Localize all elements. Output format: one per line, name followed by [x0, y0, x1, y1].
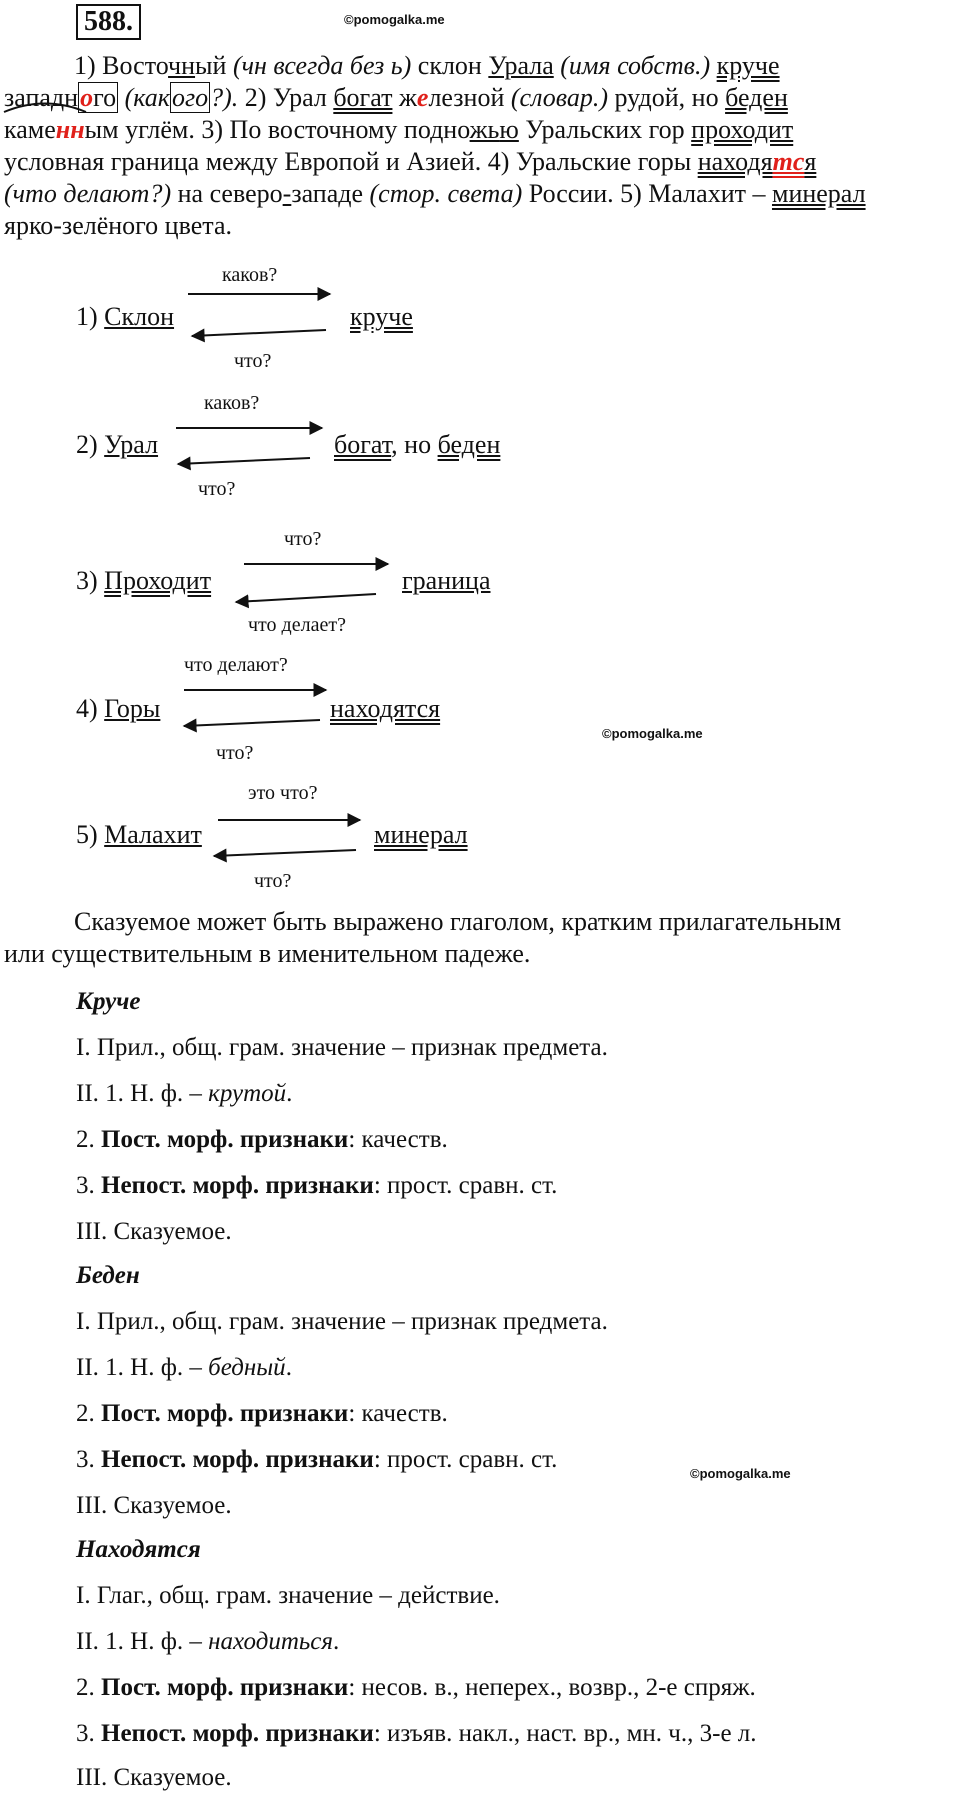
- text-fragment: 2.: [76, 1400, 101, 1427]
- analysis-line-const: [76, 1674, 756, 1702]
- arrow-left: [184, 720, 320, 726]
- text-fragment: .: [286, 1080, 293, 1107]
- scheme-predicate: минерал: [374, 820, 468, 849]
- orthogram: чн: [168, 51, 196, 80]
- analysis-line-const: [76, 1400, 448, 1428]
- orthogram: -: [282, 179, 292, 208]
- label-bold: Непост. морф. признаки: [101, 1446, 374, 1473]
- text-fragment: : изъяв. накл., наст. вр., мн. ч., 3-е л.: [373, 1720, 757, 1747]
- scheme-number: 2): [76, 430, 98, 459]
- scheme-predicate: богат: [334, 430, 392, 459]
- arrow-left: [178, 458, 310, 464]
- initial-form: крутой: [208, 1080, 287, 1107]
- scheme-question-top: что делают?: [184, 654, 288, 676]
- text-fragment: 3.: [76, 1720, 101, 1747]
- rule-note: (что делают?): [4, 179, 172, 208]
- question-ending: ого: [171, 83, 209, 112]
- orthogram: жь: [469, 115, 500, 144]
- text-fragment: ый: [195, 51, 233, 80]
- scheme-subject: Проходит: [104, 566, 212, 595]
- text-fragment: : качеств.: [348, 1400, 448, 1427]
- scheme-predicate: граница: [402, 566, 491, 595]
- scheme-question-bottom: что?: [254, 870, 292, 892]
- scheme-question-bottom: что?: [216, 742, 254, 764]
- analysis-line-ii: [76, 1354, 292, 1382]
- orthogram-letter: о: [80, 83, 94, 112]
- scheme-subject: Малахит: [104, 820, 202, 849]
- scheme-number: 5): [76, 820, 98, 849]
- scheme-question-bottom: что делает?: [248, 614, 346, 636]
- analysis-line-i: I. Прил., общ. грам. значение – признак предмета.: [76, 1034, 608, 1061]
- initial-form: находиться: [208, 1628, 333, 1655]
- text-fragment: западн: [4, 83, 79, 112]
- text-fragment: : прост. сравн. ст.: [373, 1172, 558, 1199]
- scheme-question-top: каков?: [204, 392, 260, 414]
- scheme-question-top: каков?: [222, 264, 278, 286]
- text-line-6: ярко-зелёного цвета.: [4, 211, 232, 240]
- orthogram: ю: [499, 115, 519, 144]
- scheme-number: 3): [76, 566, 98, 595]
- text-fragment: лезной: [428, 83, 511, 112]
- label-bold: Непост. морф. признаки: [101, 1720, 374, 1747]
- scheme-number: 4): [76, 694, 98, 723]
- orthogram-letter: е: [416, 83, 429, 112]
- analysis-heading: Находятся: [76, 1536, 201, 1563]
- arrow-left: [192, 330, 326, 336]
- scheme-subject: Урал: [104, 430, 159, 459]
- text-fragment: 2) Урал: [238, 83, 334, 112]
- predicate-word: богат: [333, 83, 393, 112]
- label-bold: Пост. морф. признаки: [101, 1126, 349, 1153]
- orthogram: Урала: [488, 51, 554, 80]
- text-fragment: каме: [4, 115, 56, 144]
- scheme-number: 1): [76, 302, 98, 331]
- arrow-left: [236, 594, 376, 602]
- analysis-line-nonconst: [76, 1720, 757, 1748]
- analysis-line-i: I. Глаг., общ. грам. значение – действие.: [76, 1582, 500, 1609]
- initial-form: бедный: [208, 1354, 286, 1381]
- text-fragment: ж: [392, 83, 417, 112]
- analysis-line-iii: III. Сказуемое.: [76, 1492, 232, 1519]
- scheme-question-bottom: что?: [234, 350, 272, 372]
- text-fragment: ым углём. 3) По восточному подно: [84, 115, 470, 144]
- scheme-subject: Горы: [104, 694, 161, 723]
- analysis-line-const: [76, 1126, 448, 1154]
- scheme-predicate: круче: [350, 302, 413, 331]
- text-fragment: 3.: [76, 1446, 101, 1473]
- text-fragment: рудой, но: [608, 83, 726, 112]
- predicate-word: проходит: [691, 115, 794, 144]
- arrow-left: [214, 850, 356, 856]
- text-fragment: : несов. в., неперех., возвр., 2-е спряж.: [348, 1674, 756, 1701]
- rule-note: (словар.): [510, 83, 609, 112]
- scheme-question-top: что?: [284, 528, 322, 550]
- text-fragment: II. 1. Н. ф. –: [76, 1080, 209, 1107]
- text-fragment: склон: [411, 51, 489, 80]
- predicate-word: беден: [725, 83, 788, 112]
- scheme-predicate: находятся: [330, 694, 441, 723]
- label-bold: Пост. морф. признаки: [101, 1674, 349, 1701]
- text-fragment: 2.: [76, 1126, 101, 1153]
- text-fragment: .: [333, 1628, 340, 1655]
- label-bold: Непост. морф. признаки: [101, 1172, 374, 1199]
- rule-note: (как: [118, 83, 170, 112]
- label-bold: Пост. морф. признаки: [101, 1400, 349, 1427]
- scheme-question-bottom: что?: [198, 478, 236, 500]
- predicate-word: я: [804, 147, 817, 176]
- text-fragment: Уральских гор: [518, 115, 692, 144]
- text-fragment: России. 5) Малахит –: [522, 179, 772, 208]
- analysis-line-nonconst: [76, 1446, 557, 1474]
- watermark: ©pomogalka.me: [690, 1466, 791, 1481]
- predicate-word: круче: [716, 51, 780, 80]
- scheme-separator: , но: [391, 430, 438, 459]
- conclusion-line-2: или существительным в именительном падеже.: [4, 939, 531, 968]
- analysis-heading: Круче: [76, 988, 141, 1015]
- conclusion-line-1: Сказуемое может быть выражено глаголом, кратким прилагательным: [74, 907, 842, 936]
- predicate-word: находя: [697, 147, 773, 176]
- orthogram-letter: тс: [772, 147, 805, 176]
- text-fragment: II. 1. Н. ф. –: [76, 1354, 209, 1381]
- watermark: ©pomogalka.me: [602, 726, 703, 741]
- rule-note: (стор. света): [369, 179, 523, 208]
- text-fragment: 1) Восто: [74, 51, 169, 80]
- analysis-line-nonconst: [76, 1172, 557, 1200]
- analysis-line-iii: III. Сказуемое.: [76, 1764, 232, 1791]
- word-arc: [4, 104, 86, 113]
- analysis-heading: Беден: [76, 1262, 140, 1289]
- analysis-line-i: I. Прил., общ. грам. значение – признак предмета.: [76, 1308, 608, 1335]
- analysis-line-iii: III. Сказуемое.: [76, 1218, 232, 1245]
- predicate-word: минерал: [771, 179, 866, 208]
- rule-note: (имя собств.): [560, 51, 711, 80]
- text-fragment: II. 1. Н. ф. –: [76, 1628, 209, 1655]
- scheme-question-top: это что?: [248, 782, 318, 804]
- text-fragment: условная граница между Европой и Азией. 4) Уральские горы: [4, 147, 698, 176]
- text-fragment: западе: [291, 179, 370, 208]
- text-fragment: .: [285, 1354, 292, 1381]
- exercise-number: 588.: [76, 4, 141, 40]
- watermark: ©pomogalka.me: [344, 12, 445, 27]
- rule-note: (чн всегда без ь): [232, 51, 412, 80]
- text-fragment: 3.: [76, 1172, 101, 1199]
- text-fragment: : качеств.: [348, 1126, 448, 1153]
- word-ending: го: [93, 83, 117, 112]
- text-fragment: на северо: [171, 179, 283, 208]
- analysis-line-ii: [76, 1628, 339, 1656]
- scheme-subject: Склон: [104, 302, 175, 331]
- text-fragment: 2.: [76, 1674, 101, 1701]
- orthogram-letter: нн: [55, 115, 85, 144]
- scheme-predicate: беден: [437, 430, 501, 459]
- rule-note: ?).: [210, 83, 239, 112]
- text-fragment: : прост. сравн. ст.: [373, 1446, 558, 1473]
- analysis-line-ii: [76, 1080, 292, 1108]
